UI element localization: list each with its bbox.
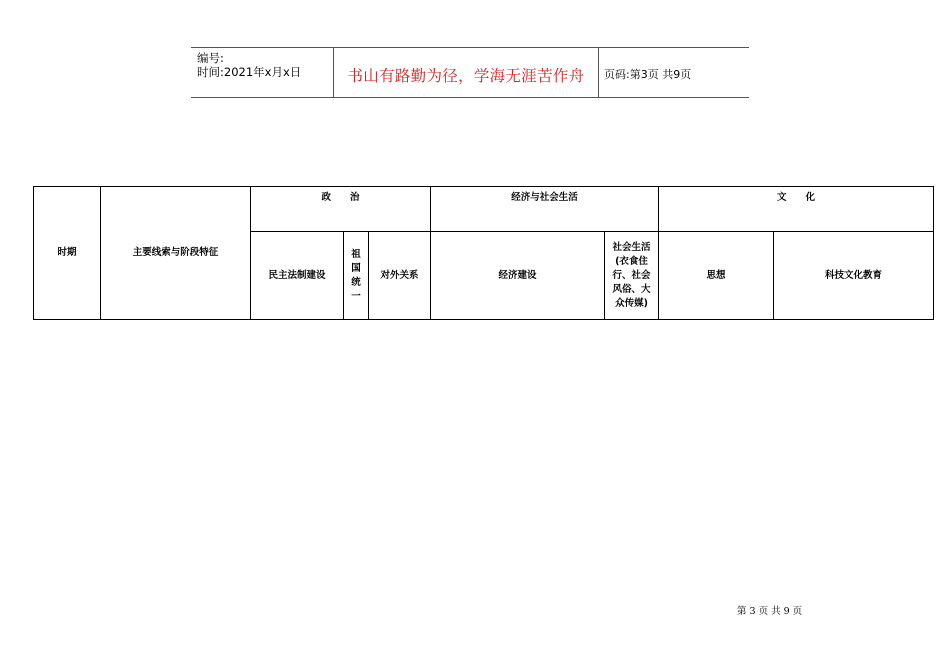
motto-text: 书山有路勤为径，学海无涯苦作舟 (347, 67, 585, 85)
column-header-reunification (344, 232, 369, 320)
social-life-line: 行、社会 (612, 269, 651, 281)
header-motto-cell (333, 48, 599, 97)
reunification-line: 祖 (351, 248, 361, 260)
column-header-science-culture: 科技文化教育 (774, 232, 934, 320)
header-page-info: 页码:第3页 共9页 (604, 68, 692, 81)
document-number-label: 编号: (197, 51, 224, 65)
header-page-cell (598, 48, 749, 97)
document-date-label: 时间:2021年x月x日 (197, 65, 302, 79)
document-header (191, 47, 749, 98)
group-header-economy: 经济与社会生活 (431, 187, 659, 232)
header-meta-cell (191, 48, 333, 97)
social-life-line: (衣食住 (615, 255, 648, 267)
group-header-politics: 政 治 (251, 187, 431, 232)
column-header-main-line: 主要线索与阶段特征 (101, 187, 251, 320)
column-header-period: 时期 (34, 187, 101, 320)
column-header-democracy: 民主法制建设 (251, 232, 344, 320)
social-life-line: 风俗、大 (612, 283, 651, 295)
column-header-thought: 思想 (659, 232, 774, 320)
reunification-line: 统 (351, 276, 361, 288)
column-header-economic-construction: 经济建设 (431, 232, 605, 320)
group-header-culture: 文 化 (659, 187, 934, 232)
social-life-line: 众传媒) (615, 297, 648, 309)
reunification-line: 国 (351, 262, 361, 274)
column-header-social-life (605, 232, 659, 320)
social-life-line: 社会生活 (612, 241, 651, 253)
table-header-row-1 (34, 187, 934, 232)
column-header-foreign-relations: 对外关系 (369, 232, 431, 320)
reunification-line: 一 (351, 290, 361, 302)
history-outline-table (33, 186, 934, 320)
page-footer: 第 3 页 共 9 页 (737, 606, 803, 617)
